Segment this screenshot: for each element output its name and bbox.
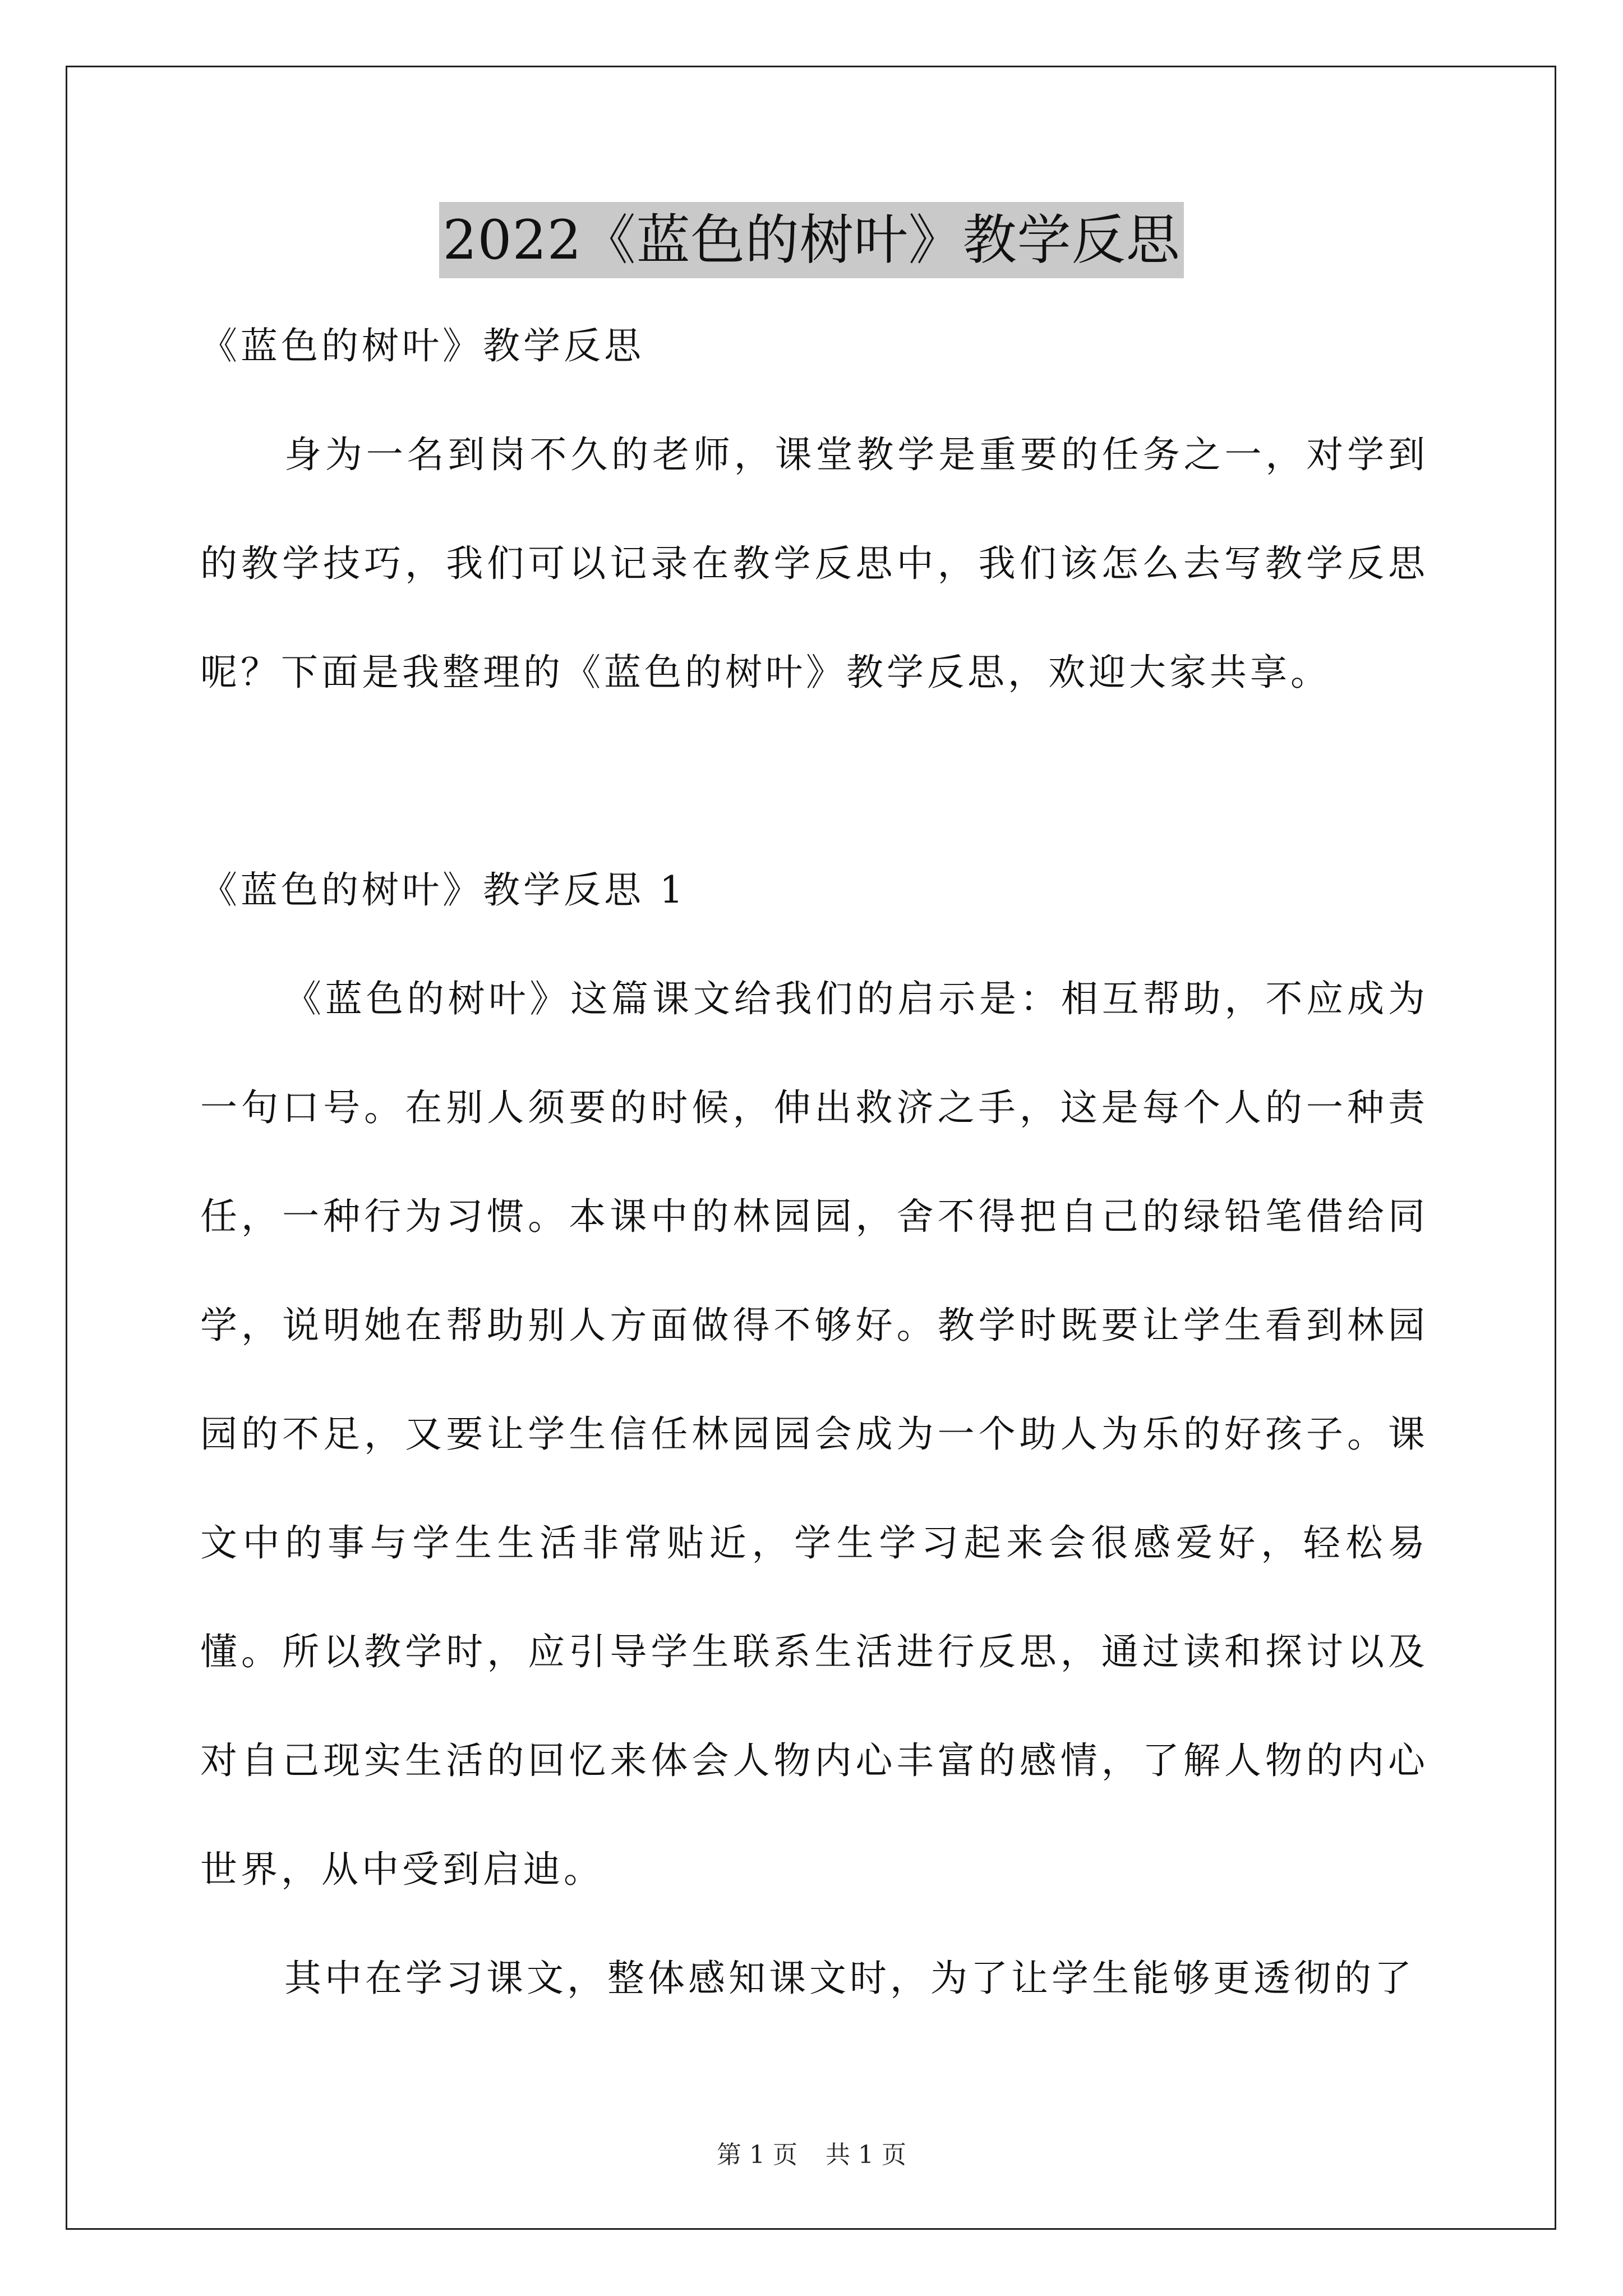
title-container xyxy=(0,202,1623,278)
document-title: 2022《蓝色的树叶》教学反思 xyxy=(439,202,1183,278)
document-body xyxy=(200,292,1428,2033)
section-1-paragraph-2: 其中在学习课文，整体感知课文时，为了让学生能够更透彻的了 xyxy=(284,1957,1415,2000)
section-spacer xyxy=(200,727,1428,836)
page-number-current: 第 1 页 xyxy=(717,2141,797,2169)
intro-paragraph: 身为一名到岗不久的老师，课堂教学是重要的任务之一，对学到的教学技巧，我们可以记录在教学反思中，我们该怎么去写教学反思呢？下面是我整理的《蓝色的树叶》教学反思，欢迎大家共享。 xyxy=(200,433,1428,694)
intro-heading: 《蓝色的树叶》教学反思 xyxy=(200,324,644,367)
page-footer xyxy=(0,2138,1623,2172)
section-1-paragraph-1: 《蓝色的树叶》这篇课文给我们的启示是：相互帮助，不应成为一句口号。在别人须要的时候，伸出救济之手，这是每个人的一种责任，一种行为习惯。本课中的林园园，舍不得把自己的绿铅笔借给同学，说明她在帮助别人方面做得不够好。教学时既要让学生看到林园园的不足，又要让学生信任林园园会成为一个助人为乐的好孩子。课文中的事与学生生活非常贴近，学生学习起来会很感爱好，轻松易懂。所以教学时，应引导学生联系生活进行反思，通过读和探讨以及对自己现实生活的回忆来体会人物内心丰富的感情，了解人物的内心世界，从中受到启迪。 xyxy=(200,977,1428,1891)
page-number-total: 共 1 页 xyxy=(826,2141,906,2169)
section-1-heading: 《蓝色的树叶》教学反思 1 xyxy=(200,868,686,912)
